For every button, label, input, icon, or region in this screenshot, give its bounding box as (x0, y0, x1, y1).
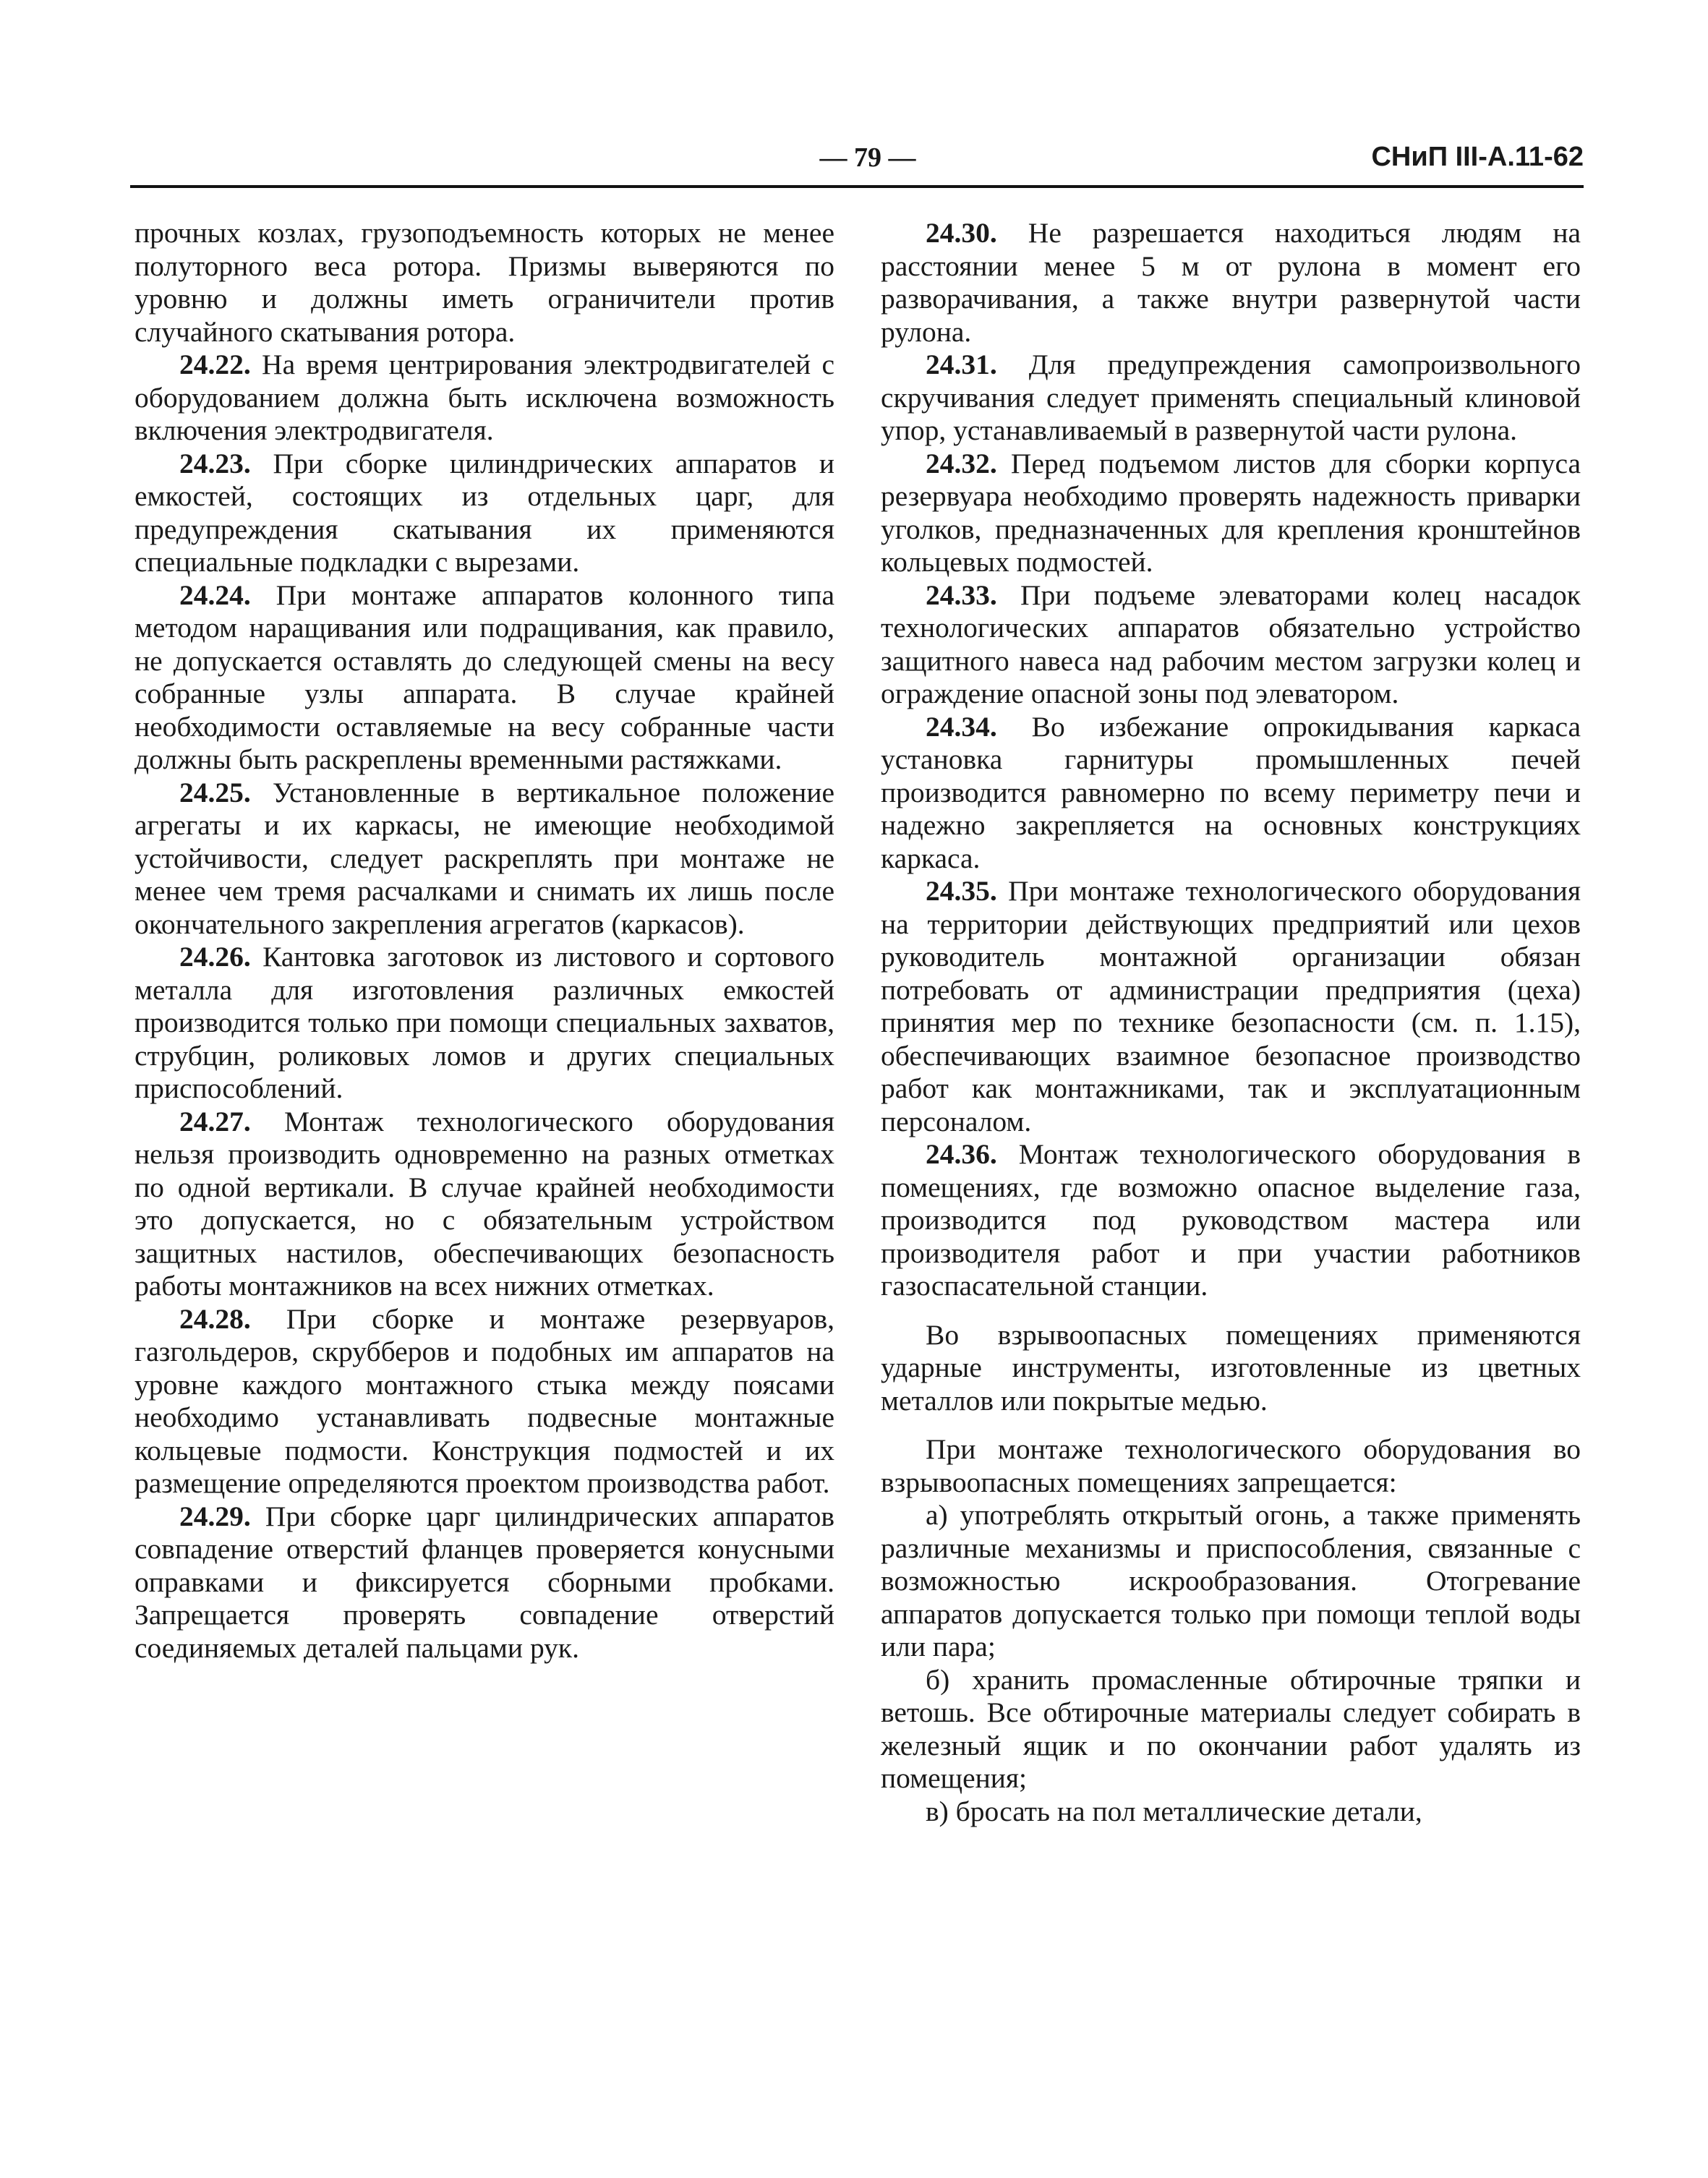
clause-number: 24.24. (179, 578, 251, 611)
paragraph-24-26 (134, 941, 834, 1106)
clause-number: 24.27. (179, 1105, 251, 1137)
right-column (881, 217, 1581, 1828)
list-item-v (881, 1795, 1581, 1829)
clause-number: 24.26. (179, 941, 251, 973)
paragraph-text: Установленные в вертикальное положение агрегаты и их каркасы, не имеющие необходимой устойчивости, следует раскреплять при монтаже не менее чем тремя расчалками и снимать их лишь после окончательного закрепления агрегатов (каркасов). (134, 776, 834, 940)
paragraph-24-27 (134, 1106, 834, 1303)
paragraph-text: Не разрешается находиться людям на расстоянии менее 5 м от рулона в момент его разворачивания, а также внутри развернутой части рулона. (881, 217, 1581, 348)
paragraph-24-33 (881, 579, 1581, 711)
clause-number: 24.35. (926, 875, 997, 907)
document-code: СНиП III-А.11-62 (1371, 142, 1584, 172)
page-number: — 79 — (819, 142, 916, 173)
paragraph-text: Во избежание опрокидывания каркаса установка гарнитуры промышленных печей производится равномерно по всему периметру печи и надежно закрепляется на основных конструкциях каркаса. (881, 710, 1581, 874)
paragraph-24-29 (134, 1500, 834, 1665)
paragraph-text: При сборке царг цилиндрических аппаратов совпадение отверстий фланцев проверяется конусными оправками и фиксируется сборными пробками. Запрещается проверять совпадение отверстий соединяемых деталей пальцами рук. (134, 1500, 834, 1664)
clause-number: 24.32. (926, 447, 997, 479)
list-item-text: а) употреблять открытый огонь, а также применять различные механизмы и приспособления, связанные с возможностью искрообразования. Отогревание аппаратов допускается только при помощи теплой воды или пара; (881, 1499, 1581, 1662)
clause-number: 24.36. (926, 1138, 997, 1170)
paragraph-24-32 (881, 448, 1581, 579)
paragraph-24-28 (134, 1303, 834, 1500)
paragraph-24-25 (134, 777, 834, 941)
paragraph-text: При подъеме элеваторами колец насадок технологических аппаратов обязательно устройство защитного навеса над рабочим местом загрузки колец и ограждение опасной зоны под элеватором. (881, 578, 1581, 709)
list-item-a (881, 1499, 1581, 1664)
paragraph-24-31 (881, 349, 1581, 448)
header-rule (130, 185, 1584, 188)
paragraph-text: прочных козлах, грузоподъемность которых не менее полуторного веса ротора. Призмы выверяются по уровню и должны иметь ограничители против случайного скатывания ротора. (134, 217, 834, 348)
paragraph-text: Перед подъемом листов для сборки корпуса резервуара необходимо проверять надежность приварки уголков, предназначенных для крепления кронштейнов кольцевых подмостей. (881, 447, 1581, 578)
paragraph-24-23 (134, 448, 834, 579)
clause-number: 24.25. (179, 776, 251, 808)
paragraph-24-35 (881, 875, 1581, 1138)
paragraph-text: Монтаж технологического оборудования нельзя производить одновременно на разных отметках по одной вертикали. В случае крайней необходимости это допускается, но с обязательным устройством защитных настилов, обеспечивающих безопасность работы монтажников на всех нижних отметках. (134, 1105, 834, 1302)
paragraph-24-24 (134, 579, 834, 777)
paragraph-24-36 (881, 1138, 1581, 1303)
paragraph-text: На время центрирования электродвигателей с оборудованием должна быть исключена возможность включения электродвигателя. (134, 349, 834, 446)
paragraph-text: Во взрывоопасных помещениях применяются ударные инструменты, изготовленные из цветных металлов или покрытые медью. (881, 1318, 1581, 1417)
paragraph-text: При монтаже аппаратов колонного типа методом наращивания или подращивания, как правило, не допускается оставлять до следующей смены на весу собранные узлы аппарата. В случае крайней необходимости оставляемые на весу собранные части должны быть раскреплены временными растяжками. (134, 578, 834, 775)
list-item-b (881, 1664, 1581, 1795)
clause-number: 24.22. (179, 349, 251, 380)
paragraph-text: При сборке цилиндрических аппаратов и емкостей, состоящих из отдельных царг, для предупреждения скатывания их применяются специальные подкладки с вырезами. (134, 447, 835, 578)
paragraph-text: При монтаже технологического оборудования во взрывоопасных помещениях запрещается: (881, 1433, 1581, 1498)
paragraph-24-22 (134, 349, 834, 448)
clause-number: 24.29. (179, 1500, 251, 1532)
clause-number: 24.34. (926, 710, 997, 743)
clause-number: 24.23. (179, 447, 251, 479)
paragraph-text: Кантовка заготовок из листового и сортового металла для изготовления различных емкостей производится только при помощи специальных захватов, струбцин, роликовых ломов и других специальных приспособлений. (134, 941, 834, 1104)
paragraph-text: Монтаж технологического оборудования в помещениях, где возможно опасное выделение газа, производится под руководством мастера или производителя работ и при участии работников газоспасательной станции. (881, 1138, 1581, 1302)
clause-number: 24.33. (926, 578, 997, 611)
list-item-text: в) бросать на пол металлические детали, (926, 1795, 1422, 1827)
left-column (134, 217, 834, 1665)
paragraph-continuation (134, 217, 834, 349)
list-item-text: б) хранить промасленные обтирочные тряпки и ветошь. Все обтирочные материалы следует собирать в железный ящик и по окончании работ удалять из помещения; (881, 1663, 1581, 1794)
paragraph-text: При монтаже технологического оборудования на территории действующих предприятий или цехов руководитель монтажной организации обязан потребовать от администрации предприятия (цеха) принятия мер по технике безопасности (см. п. 1.15), обеспечивающих взаимное безопасное производство работ как монтажниками, так и эксплуатационным персоналом. (881, 875, 1581, 1137)
paragraph-24-34 (881, 711, 1581, 876)
paragraph-text: При сборке и монтаже резервуаров, газгольдеров, скрубберов и подобных им аппаратов на уровне каждого монтажного стыка между поясами необходимо устанавливать подвесные монтажные кольцевые подмости. Конструкция подмостей и их размещение определяются проектом производства работ. (134, 1302, 834, 1499)
paragraph-24-30 (881, 217, 1581, 349)
paragraph-prohibited-intro (881, 1433, 1581, 1499)
paragraph-text: Для предупреждения самопроизвольного скручивания следует применять специальный клиновой упор, устанавливаемый в развернутой части рулона. (881, 349, 1581, 446)
clause-number: 24.31. (926, 349, 997, 380)
clause-number: 24.28. (179, 1302, 251, 1335)
clause-number: 24.30. (926, 217, 997, 249)
paragraph-explosive-tools (881, 1319, 1581, 1418)
